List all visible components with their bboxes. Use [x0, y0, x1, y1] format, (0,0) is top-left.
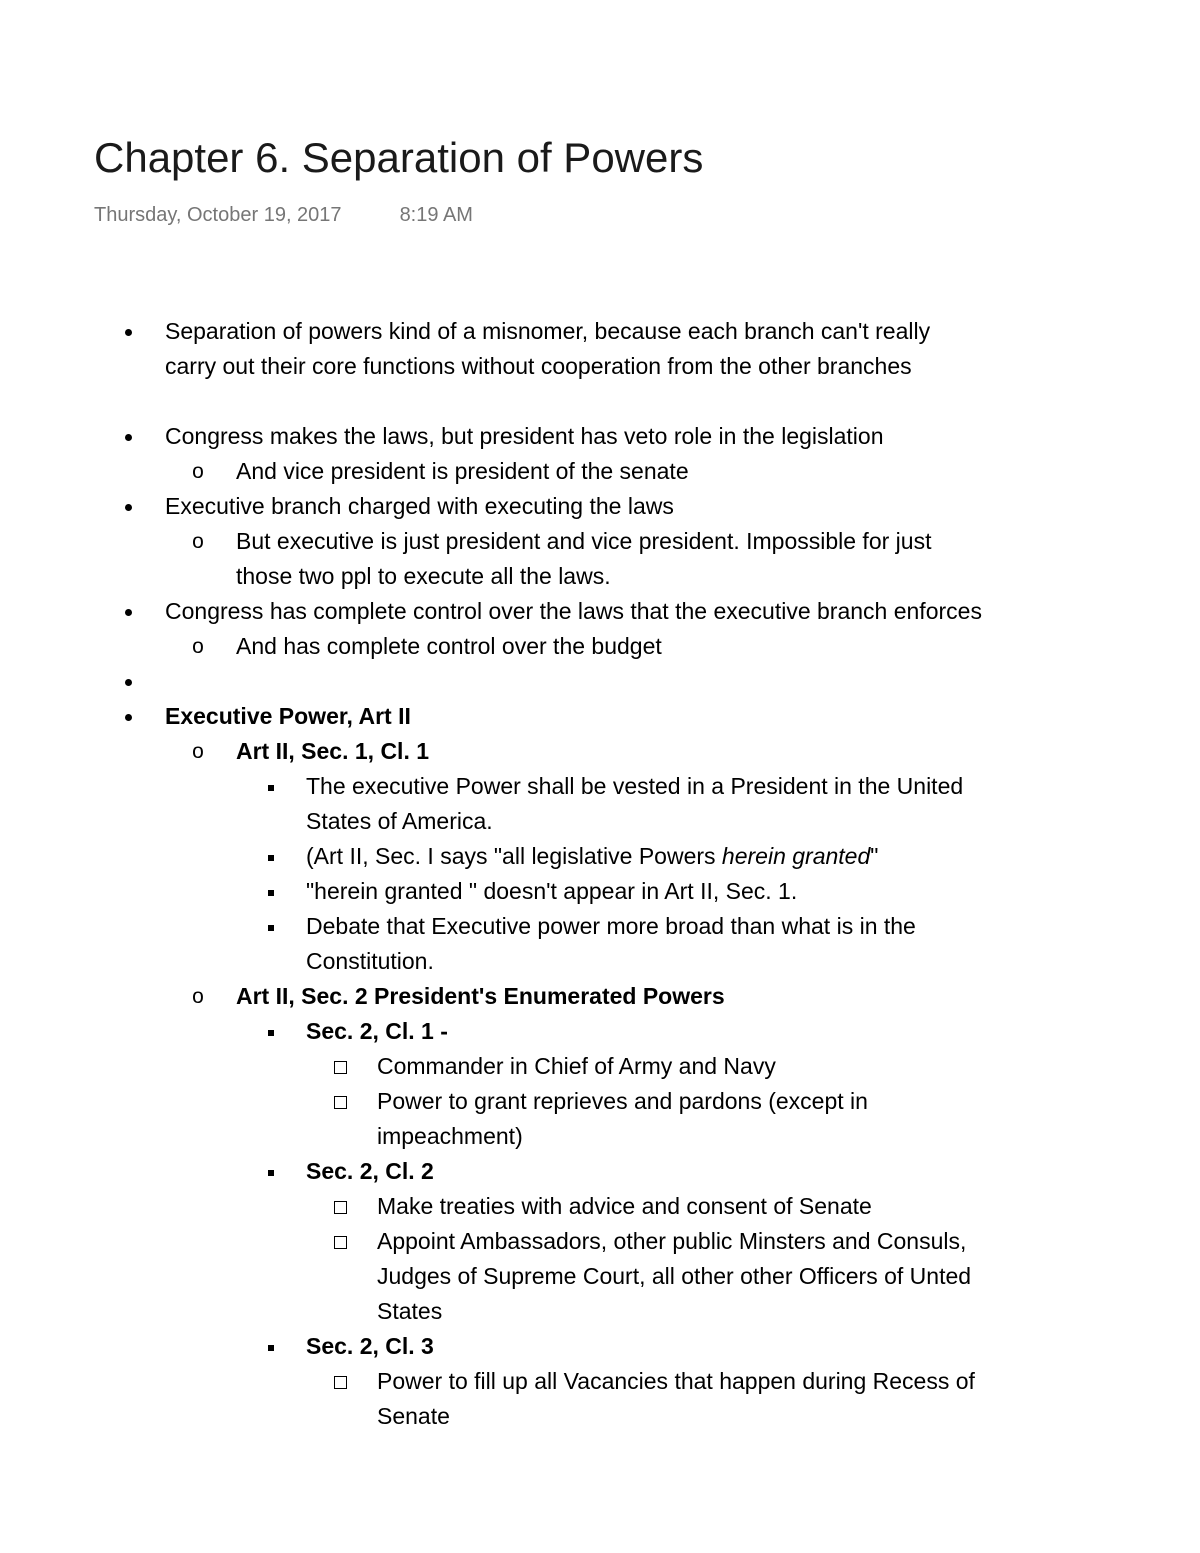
checkbox-item: Power to grant reprieves and pardons (except in [0, 1084, 1200, 1119]
list-item: o And vice president is president of the senate [0, 454, 1200, 489]
list-item-continuation: States [377, 1298, 443, 1324]
hollow-bullet-icon: o [192, 530, 204, 553]
list-item-continuation: impeachment) [377, 1123, 523, 1149]
list-item-empty [0, 664, 1200, 699]
checkbox-item: Commander in Chief of Army and Navy [0, 1049, 1200, 1084]
square-bullet-icon [261, 909, 281, 944]
square-bullet-icon [261, 1154, 281, 1189]
checkbox-item: Make treaties with advice and consent of Senate [0, 1189, 1200, 1224]
list-item: Congress has complete control over the laws that the executive branch enforces [0, 594, 1200, 629]
checkbox-icon[interactable] [330, 1049, 350, 1084]
list-item: Executive branch charged with executing the laws [0, 489, 1200, 524]
page-title: Chapter 6. Separation of Powers [94, 134, 704, 181]
subsection-heading: Art II, Sec. 1, Cl. 1 [236, 738, 430, 764]
hollow-bullet-icon: o [192, 635, 204, 658]
hollow-bullet-icon: o [192, 985, 204, 1008]
square-bullet-icon [261, 874, 281, 909]
square-bullet-icon [261, 1329, 281, 1364]
bullet-icon [118, 489, 138, 524]
list-item: Sec. 2, Cl. 2 [0, 1154, 1200, 1189]
list-item [0, 734, 1200, 769]
note-time: 8:19 AM [399, 204, 473, 226]
square-bullet-icon [261, 1014, 281, 1049]
list-item: Separation of powers kind of a misnomer, because each branch can't really [0, 314, 1200, 349]
checkbox-icon[interactable] [330, 1084, 350, 1119]
list-item-continuation: Senate [377, 1403, 450, 1429]
list-item-continuation: those two ppl to execute all the laws. [236, 563, 611, 589]
bullet-icon [118, 314, 138, 349]
note-date: Thursday, October 19, 2017 [94, 204, 342, 226]
list-item: "herein granted " doesn't appear in Art II, Sec. 1. [0, 874, 1200, 909]
list-item: The executive Power shall be vested in a President in the United [0, 769, 1200, 804]
bullet-icon [118, 594, 138, 629]
checkbox-item: Power to fill up all Vacancies that happen during Recess of [0, 1364, 1200, 1399]
list-item: Sec. 2, Cl. 3 [0, 1329, 1200, 1364]
subsection-heading: Art II, Sec. 2 President's Enumerated Powers [236, 983, 725, 1009]
list-item [0, 979, 1200, 1014]
note-outline [0, 314, 1200, 1434]
bullet-icon [118, 419, 138, 454]
checkbox-item: Appoint Ambassadors, other public Minsters and Consuls, [0, 1224, 1200, 1259]
list-item-continuation: Constitution. [306, 948, 434, 974]
list-item: (Art II, Sec. I says "all legislative Powers herein granted" [0, 839, 1200, 874]
checkbox-icon[interactable] [330, 1224, 350, 1259]
bullet-icon [118, 699, 138, 734]
list-item: Debate that Executive power more broad than what is in the [0, 909, 1200, 944]
list-item [0, 699, 1200, 734]
section-heading: Executive Power, Art II [165, 703, 411, 729]
list-item: Congress makes the laws, but president has veto role in the legislation [0, 419, 1200, 454]
list-item-continuation: carry out their core functions without cooperation from the other branches [165, 353, 912, 379]
checkbox-icon[interactable] [330, 1189, 350, 1224]
checkbox-icon[interactable] [330, 1364, 350, 1399]
square-bullet-icon [261, 839, 281, 874]
hollow-bullet-icon: o [192, 740, 204, 763]
note-timestamp [94, 202, 473, 228]
hollow-bullet-icon: o [192, 460, 204, 483]
list-item-continuation: Judges of Supreme Court, all other other Officers of Unted [377, 1263, 972, 1289]
square-bullet-icon [261, 769, 281, 804]
list-item-continuation: States of America. [306, 808, 493, 834]
list-item: o But executive is just president and vice president. Impossible for just [0, 524, 1200, 559]
list-item: o And has complete control over the budget [0, 629, 1200, 664]
list-item: Sec. 2, Cl. 1 - [0, 1014, 1200, 1049]
bullet-icon [118, 664, 138, 699]
blank-line [0, 384, 1200, 419]
